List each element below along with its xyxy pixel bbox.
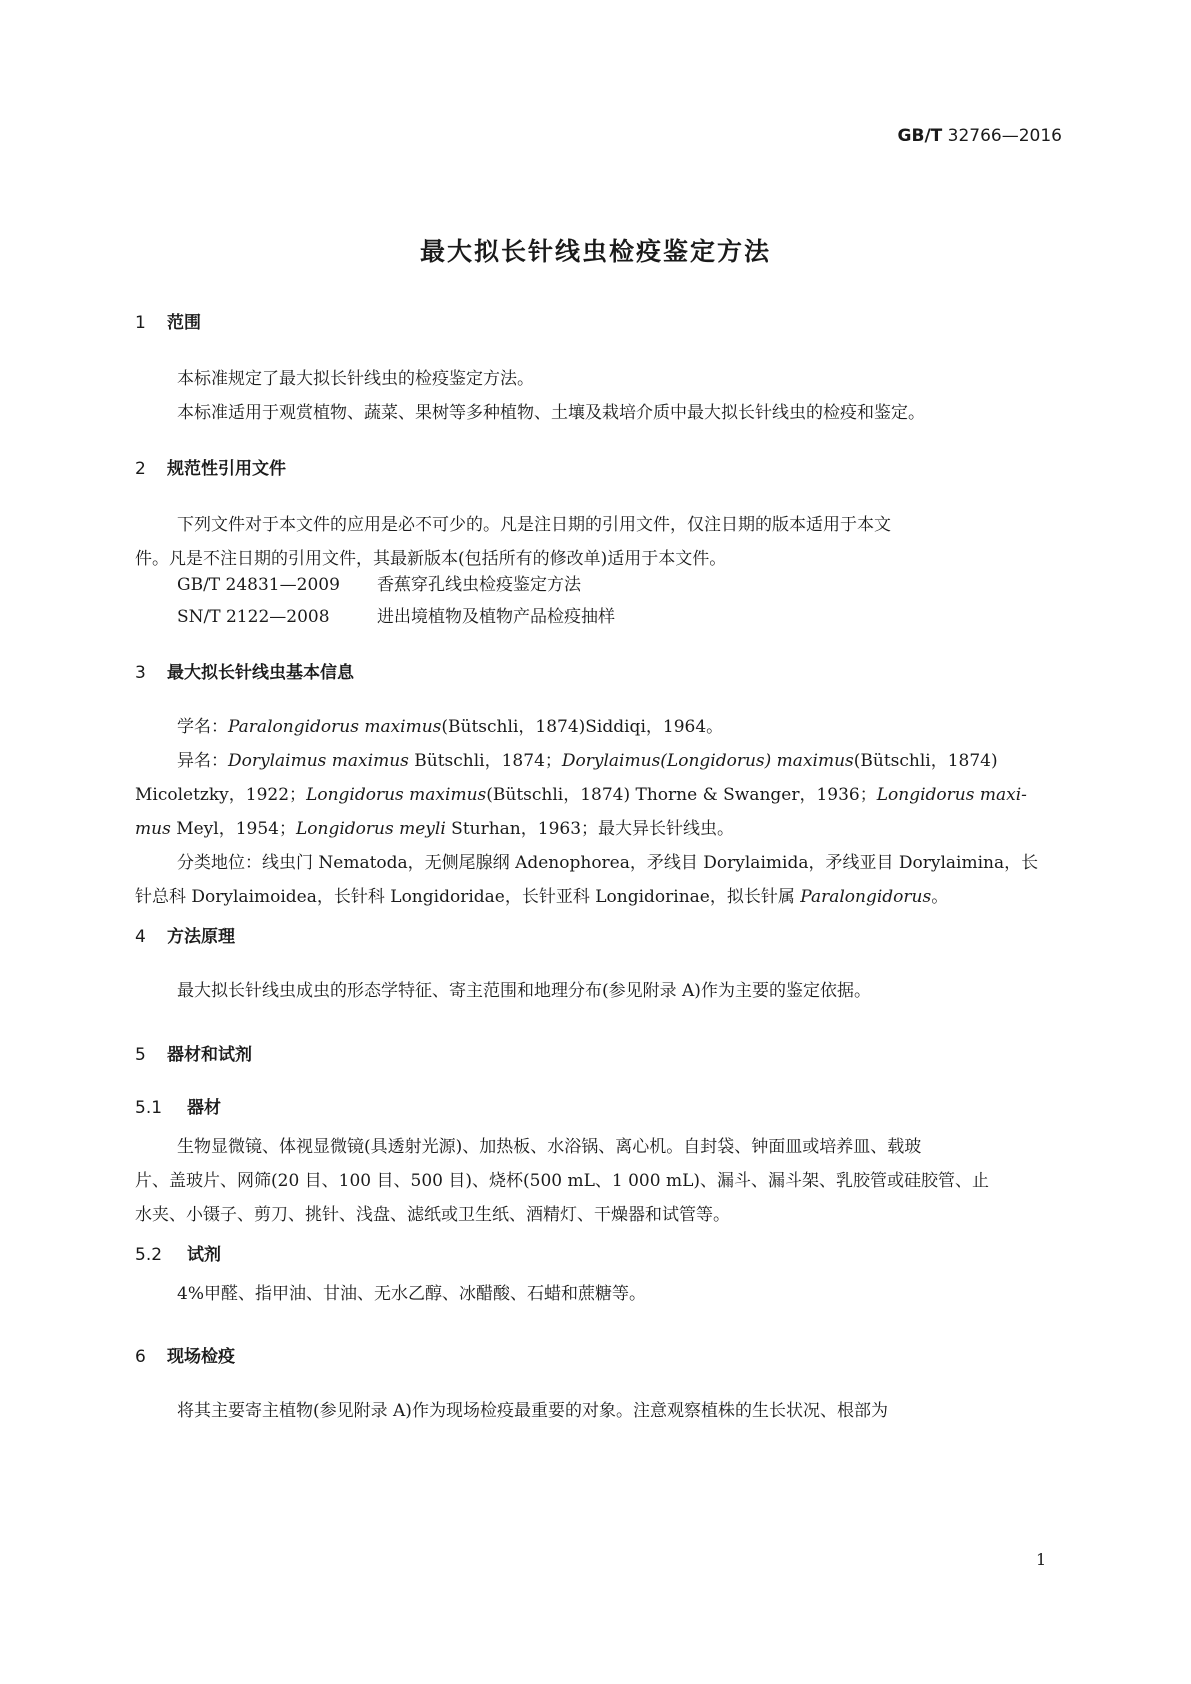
species-name: Dorylaimus maximus — [228, 751, 409, 771]
species-name: Dorylaimus — [561, 751, 661, 771]
reference-title: 香蕉穿孔线虫检疫鉴定方法 — [377, 575, 581, 595]
species-name: maximus — [771, 751, 854, 771]
section-title: 规范性引用文件 — [167, 459, 286, 479]
section-5-heading — [135, 1040, 252, 1065]
page-number: 1 — [1036, 1550, 1047, 1569]
section-number: 2 — [135, 459, 146, 479]
classification-line: 分类地位：线虫门 Nematoda，无侧尾腺纲 Adenophorea，矛线目 Dorylaimida，矛线亚目 Dorylaimina，长 — [177, 853, 1039, 873]
reference-item — [177, 570, 581, 595]
section-number: 3 — [135, 663, 146, 683]
section-number: 1 — [135, 313, 146, 333]
section-5-2-heading — [135, 1240, 221, 1265]
section-2-heading — [135, 454, 286, 479]
species-name: (Longidorus) — [660, 751, 772, 771]
section-6-body — [135, 1394, 1062, 1428]
species-name: mus — [135, 819, 171, 839]
section-title: 器材 — [187, 1098, 221, 1118]
paragraph-line: 片、盖玻片、网筛(20 目、100 目、500 目)、烧杯(500 mL、1 000 mL)、漏斗、漏斗架、乳胶管或硅胶管、止 — [135, 1171, 990, 1191]
section-3-heading — [135, 658, 354, 683]
paragraph: 本标准适用于观赏植物、蔬菜、果树等多种植物、土壤及栽培介质中最大拟长针线虫的检疫和鉴定。 — [177, 403, 925, 423]
section-2-body — [135, 508, 1062, 576]
section-3-body — [135, 710, 1062, 914]
classification-line: 针总科 Dorylaimoidea，长针科 Longidoridae，长针亚科 Longidorinae，拟长针属 Paralongidorus。 — [135, 887, 949, 907]
document-title: 最大拟长针线虫检疫鉴定方法 — [419, 237, 771, 266]
genus-name: Paralongidorus — [800, 887, 932, 907]
reference-item — [177, 602, 615, 627]
standard-number: 32766—2016 — [947, 126, 1062, 146]
standard-code — [0, 126, 1062, 146]
section-title: 现场检疫 — [167, 1347, 235, 1367]
paragraph-line: 水夹、小镊子、剪刀、挑针、浅盘、滤纸或卫生纸、酒精灯、干燥器和试管等。 — [135, 1205, 730, 1225]
section-5-2-body — [135, 1277, 1062, 1311]
paragraph: 最大拟长针线虫成虫的形态学特征、寄主范围和地理分布(参见附录 A)作为主要的鉴定依据。 — [177, 981, 871, 1001]
reference-code: GB/T 24831—2009 — [177, 575, 340, 595]
section-number: 6 — [135, 1347, 146, 1367]
paragraph-line: 4%甲醛、指甲油、甘油、无水乙醇、冰醋酸、石蜡和蔗糖等。 — [177, 1284, 646, 1304]
section-1-body — [135, 362, 1062, 430]
paragraph-line: 件。凡是不注日期的引用文件，其最新版本(包括所有的修改单)适用于本文件。 — [135, 549, 727, 569]
synonym-line: 异名：Dorylaimus maximus Bütschli，1874；Dorylaimus(Longidorus) maximus(Bütschli，1874) — [177, 751, 998, 771]
section-6-heading — [135, 1342, 235, 1367]
section-number: 4 — [135, 927, 146, 947]
reference-code: SN/T 2122—2008 — [177, 607, 330, 627]
paragraph-line: 将其主要寄主植物(参见附录 A)作为现场检疫最重要的对象。注意观察植株的生长状况、根部为 — [177, 1401, 888, 1421]
section-number: 5 — [135, 1045, 146, 1065]
synonym-line: Micoletzky，1922；Longidorus maximus(Bütschli，1874) Thorne & Swanger，1936；Longidorus maxi- — [135, 785, 1027, 805]
section-4-body — [135, 974, 1062, 1008]
species-name: Longidorus meyli — [295, 819, 446, 839]
standard-prefix: GB/T — [897, 126, 943, 146]
section-1-heading — [135, 308, 201, 333]
section-5-1-heading — [135, 1093, 221, 1118]
section-4-heading — [135, 922, 235, 947]
paragraph: 本标准规定了最大拟长针线虫的检疫鉴定方法。 — [177, 369, 534, 389]
species-name: Longidorus maximus — [306, 785, 487, 805]
synonym-line: mus Meyl，1954；Longidorus meyli Sturhan，1963；最大异长针线虫。 — [135, 819, 735, 839]
scientific-name-line: 学名：Paralongidorus maximus(Bütschli，1874)Siddiqi，1964。 — [177, 717, 724, 737]
section-title: 范围 — [167, 313, 201, 333]
species-name: Paralongidorus maximus — [228, 717, 442, 737]
section-5-1-body — [135, 1130, 1062, 1232]
species-name: Longidorus maxi- — [876, 785, 1027, 805]
section-title: 方法原理 — [167, 927, 235, 947]
section-title: 器材和试剂 — [167, 1045, 252, 1065]
paragraph-line: 下列文件对于本文件的应用是必不可少的。凡是注日期的引用文件，仅注日期的版本适用于本文 — [177, 515, 891, 535]
reference-title: 进出境植物及植物产品检疫抽样 — [377, 607, 615, 627]
section-title: 试剂 — [187, 1245, 221, 1265]
section-number: 5.1 — [135, 1098, 163, 1118]
section-title: 最大拟长针线虫基本信息 — [167, 663, 354, 683]
section-number: 5.2 — [135, 1245, 163, 1265]
paragraph-line: 生物显微镜、体视显微镜(具透射光源)、加热板、水浴锅、离心机。自封袋、钟面皿或培养皿、载玻 — [177, 1137, 922, 1157]
